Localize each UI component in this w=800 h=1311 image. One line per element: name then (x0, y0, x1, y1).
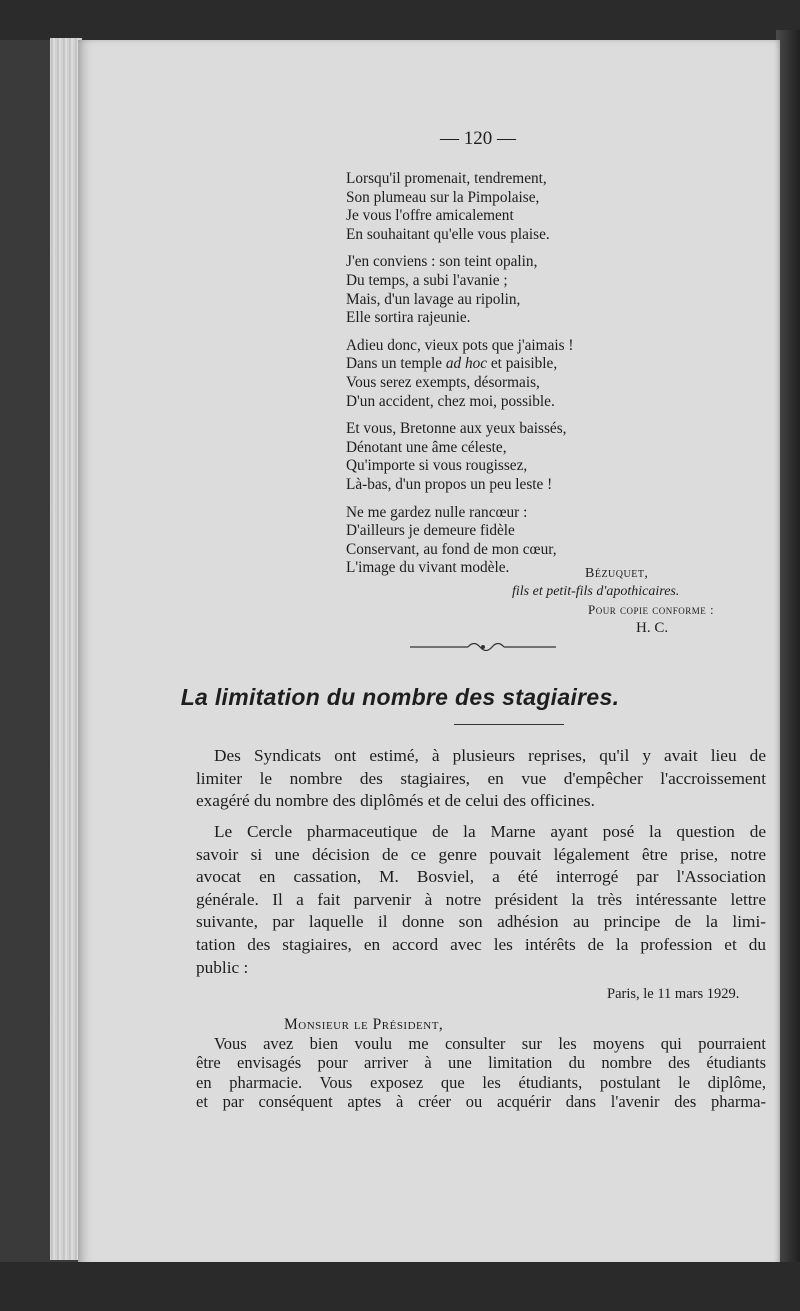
text-line: limiter le nombre des stagiaires, en vue d'empêcher l'accroissement (196, 768, 766, 788)
poem-stanza-2 (346, 253, 666, 327)
poem-italic-text: ad hoc (445, 355, 488, 373)
poem-line: J'en conviens : son teint opalin, (346, 253, 538, 271)
poem-line: Ne me gardez nulle rancœur : (346, 503, 528, 521)
ornament-divider (410, 638, 556, 654)
poem-stanza-3 (346, 337, 666, 411)
poem-line: Je vous l'offre amicalement (346, 207, 514, 225)
poem-stanza-1 (346, 170, 666, 244)
poem-line: L'image du vivant modèle. (346, 559, 510, 577)
copy-note: Pour copie conforme : (588, 602, 715, 617)
article-title: La limitation du nombre des stagiaires. (180, 684, 620, 710)
signature-initials: H. C. (636, 620, 669, 636)
paragraph-1 (196, 745, 766, 813)
paragraph-2 (196, 821, 766, 979)
poem-line: Son plumeau sur la Pimpolaise, (346, 188, 540, 206)
title-underline (454, 724, 564, 725)
poem-line: Du temps, a subi l'avanie ; (346, 271, 508, 289)
poem-line: Adieu donc, vieux pots que j'aimais ! (346, 336, 574, 354)
text-line: avocat en cassation, M. Bosviel, a été interrogé par l'Association (196, 867, 766, 887)
poem-line: Lorsqu'il promenait, tendrement, (346, 170, 547, 187)
poem-line: D'un accident, chez moi, possible. (346, 392, 555, 410)
text-line: en pharmacie. Vous exposez que les étudiants, postulant le diplôme, (196, 1072, 766, 1092)
signature-title: fils et petit-fils d'apothicaires. (512, 584, 680, 599)
text-line: suivante, par laquelle il donne son adhésion au principe de la limi- (196, 912, 766, 932)
poem-line: D'ailleurs je demeure fidèle (346, 522, 515, 540)
text-line: générale. Il a fait parvenir à notre président la très intéressante lettre (196, 889, 766, 909)
text-line: Des Syndicats ont estimé, à plusieurs reprises, qu'il y avait lieu de (214, 746, 766, 765)
text-line: et par conséquent aptes à créer ou acquérir dans l'avenir des pharma- (196, 1092, 766, 1112)
poem-line: Vous serez exempts, désormais, (346, 373, 540, 391)
text-line: Vous avez bien voulu me consulter sur les moyens qui pourraient (214, 1034, 766, 1053)
text-line: savoir si une décision de ce genre pouvait légalement être prise, notre (196, 844, 766, 864)
poem-text: Dans un temple (346, 355, 446, 373)
signature-name: Bézuquet, (585, 566, 649, 581)
poem-line: Là-bas, d'un propos un peu leste ! (346, 475, 553, 493)
poem (346, 170, 666, 587)
poem-line: Mais, d'un lavage au ripolin, (346, 290, 521, 308)
scan-backdrop-bottom (0, 1262, 800, 1311)
poem-stanza-4 (346, 420, 666, 494)
text-line: Le Cercle pharmaceutique de la Marne ayant posé la question de (214, 822, 766, 841)
poem-line: Elle sortira rajeunie. (346, 309, 471, 327)
scan-backdrop (0, 0, 800, 40)
text-line: public : (196, 957, 249, 977)
letter-salutation: Monsieur le Président, (284, 1016, 444, 1033)
text-line: tation des stagiaires, en accord avec les intérêts de la profession et du (196, 934, 766, 954)
poem-text: et paisible, (487, 355, 558, 373)
text-line: être envisagés pour arriver à une limitation du nombre des étudiants (196, 1053, 766, 1073)
poem-line: Dénotant une âme céleste, (346, 438, 507, 456)
poem-line: Conservant, au fond de mon cœur, (346, 540, 557, 558)
poem-line: Qu'importe si vous rougissez, (346, 457, 528, 475)
poem-line: En souhaitant qu'elle vous plaise. (346, 225, 550, 243)
letter-date: Paris, le 11 mars 1929. (607, 986, 740, 1002)
letter-body (196, 1034, 766, 1112)
text-line: exagéré du nombre des diplômés et de celui des officines. (196, 791, 595, 811)
page-number: — 120 — (440, 128, 516, 149)
poem-line-temple (346, 355, 666, 374)
poem-line: Et vous, Bretonne aux yeux baissés, (346, 420, 567, 438)
